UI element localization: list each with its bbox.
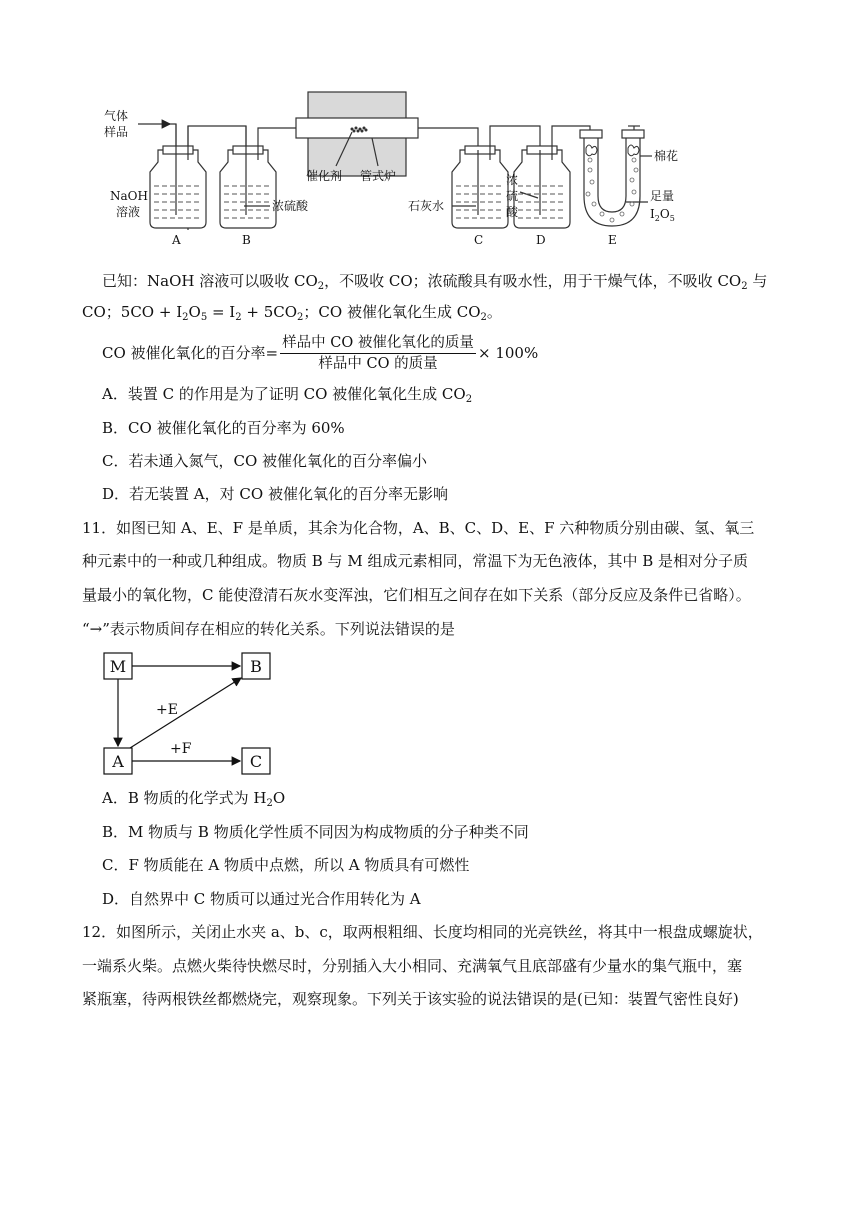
node-m: M (109, 657, 127, 676)
node-c: C (249, 752, 263, 771)
conc-h2so4-d-label-2: 硫 (506, 189, 519, 203)
fraction-denominator: 样品中 CO 的质量 (318, 356, 438, 372)
rate-label: CO 被催化氧化的百分率= (102, 344, 279, 362)
rate-fraction (280, 334, 476, 374)
naoh-label-1: NaOH (110, 189, 148, 203)
q11-option-b: B．M 物质与 B 物质化学性质不同因为构成物质的分子种类不同 (102, 823, 529, 841)
q11-stem-line-2: 种元素中的一种或几种组成。物质 B 与 M 组成元素相同，常温下为无色液体，其中 B 是相对分子质 (82, 552, 749, 570)
q11-option-c: C．F 物质能在 A 物质中点燃，所以 A 物质具有可燃性 (102, 856, 470, 874)
q10-option-d: D．若无装置 A，对 CO 被催化氧化的百分率无影响 (102, 485, 448, 503)
known-line-1: 已知：NaOH 溶液可以吸收 $CO_2$，不吸收 CO；浓硫酸具有吸水性，用于干燥气体，不吸收 $CO_2$ 与 (102, 272, 768, 292)
cotton-label: 棉花 (654, 149, 679, 163)
label-b: B (242, 233, 251, 247)
q12-stem-line-3: 紧瓶塞，待两根铁丝都燃烧完，观察现象。下列关于该实验的说法错误的是(已知：装置气密性良好) (82, 990, 739, 1008)
cotton-right (628, 145, 639, 156)
bottle-a (150, 150, 206, 228)
q11-stem-line-4: “→”表示物质间存在相应的转化关系。下列说法错误的是 (82, 620, 455, 638)
apparatus-figure (0, 0, 860, 250)
label-e: E (608, 233, 617, 247)
q11-option-d: D．自然界中 C 物质可以通过光合作用转化为 A (102, 890, 421, 908)
q11-stem-line-1: 11．如图已知 A、E、F 是单质，其余为化合物，A、B、C、D、E、F 六种物质分别由碳、氢、氧三 (82, 519, 755, 537)
fraction-numerator: 样品中 CO 被催化氧化的质量 (280, 334, 476, 354)
q10-option-c: C．若未通入氮气，CO 被催化氧化的百分率偏小 (102, 452, 428, 470)
arrow-a-b (130, 678, 241, 748)
reaction-equation: $5CO + I_2O_5 = I_2 + 5CO_2$ (120, 303, 304, 323)
q10-option-b: B．CO 被催化氧化的百分率为 60% (102, 419, 345, 437)
times-100-percent: × 100% (478, 344, 539, 362)
i2o5-label: $I_2O_5$ (650, 207, 675, 223)
naoh-label-2: 溶液 (116, 205, 141, 219)
cotton-left (586, 145, 597, 156)
excess-label: 足量 (650, 189, 675, 203)
bottle-d (514, 150, 570, 228)
known-line-2: CO；$5CO + I_2O_5 = I_2 + 5CO_2$；CO 被催化氧化生成 $CO_2$。 (82, 303, 502, 323)
bottle-b (220, 150, 276, 228)
node-a: A (112, 752, 124, 771)
q11-option-a: A．B 物质的化学式为 $H_2O$ (102, 789, 286, 809)
limewater-label: 石灰水 (408, 199, 445, 213)
furnace-label: 管式炉 (360, 169, 397, 183)
conc-h2so4-d-label-3: 酸 (506, 205, 519, 219)
catalyst-label: 催化剂 (306, 169, 343, 183)
label-c: C (474, 233, 484, 247)
q11-stem-line-3: 量最小的氧化物，C 能使澄清石灰水变浑浊，它们相互之间存在如下关系（部分反应及条件已省略）。 (82, 586, 751, 604)
gas-sample-label-1: 气体 (104, 109, 129, 123)
label-plus-f: +F (170, 741, 192, 757)
q11-relation-diagram (100, 648, 300, 778)
gas-sample-label-2: 样品 (104, 125, 129, 139)
label-a: A (172, 233, 181, 247)
q12-stem-line-2: 一端系火柴。点燃火柴待快燃尽时，分别插入大小相同、充满氧气且底部盛有少量水的集气瓶中，塞 (82, 957, 743, 975)
bottle-c (452, 150, 508, 228)
node-b: B (250, 657, 262, 676)
q10-option-a: A．装置 C 的作用是为了证明 CO 被催化氧化生成 $CO_2$ (102, 385, 473, 405)
conc-h2so4-b-label: 浓硫酸 (272, 199, 309, 213)
label-plus-e: +E (156, 702, 178, 718)
conc-h2so4-d-label-1: 浓 (506, 173, 519, 187)
q12-stem-line-1: 12．如图所示，关闭止水夹 a、b、c，取两根粗细、长度均相同的光亮铁丝，将其中一根盘成螺旋状， (82, 923, 763, 941)
label-d: D (536, 233, 546, 247)
